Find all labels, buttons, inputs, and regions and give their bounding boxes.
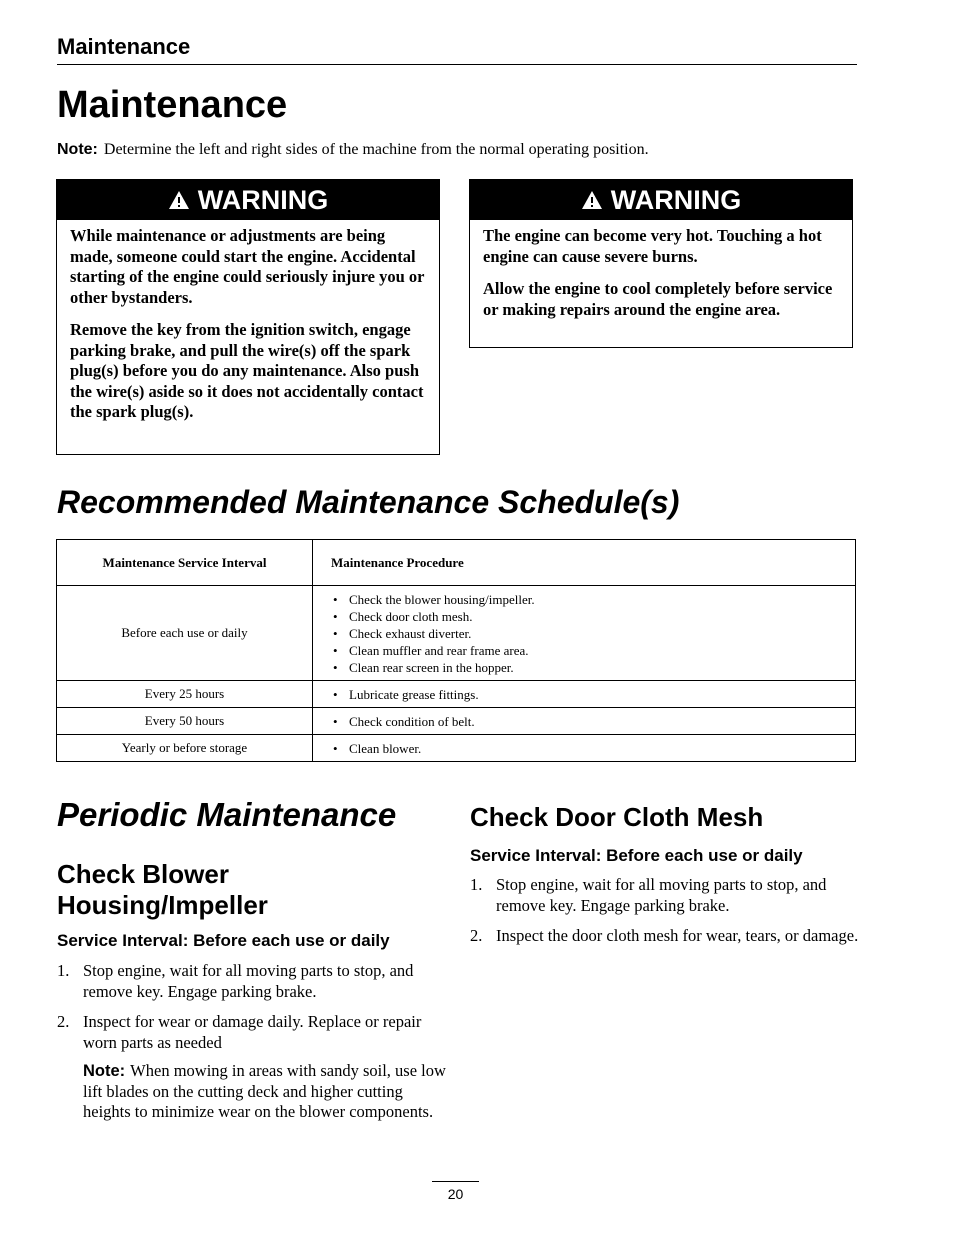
procedure-item: • Check door cloth mesh.: [349, 608, 855, 625]
running-header: Maintenance: [57, 34, 191, 59]
door-service-interval: Service Interval: Before each use or daily: [470, 846, 803, 865]
step-text: Inspect the door cloth mesh for wear, tears, or damage.: [496, 926, 859, 945]
warning-header: [57, 180, 439, 220]
step-item: [470, 875, 862, 916]
step-text: Stop engine, wait for all moving parts to stop, and remove key. Engage parking brake.: [496, 875, 827, 915]
blower-note: [57, 1061, 449, 1123]
step-item: [470, 926, 862, 947]
blower-service-interval: Service Interval: Before each use or daily: [57, 931, 390, 950]
step-item: [57, 1012, 449, 1053]
table-header-row: [57, 540, 856, 586]
warning-paragraph: The engine can become very hot. Touching a hot engine can cause severe burns.: [483, 226, 822, 266]
note-label: Note:: [57, 141, 98, 158]
header-rule: [57, 64, 857, 65]
warning-box-maintenance: [56, 179, 440, 455]
page-title: Maintenance: [57, 84, 288, 126]
intro-note: [57, 141, 857, 159]
blower-steps: [57, 961, 449, 1123]
table-header-interval: Maintenance Service Interval: [57, 540, 313, 586]
interval-cell: Before each use or daily: [57, 586, 313, 681]
warning-header: [470, 180, 852, 220]
warning-heading: WARNING: [610, 184, 742, 215]
maintenance-schedule-table: [56, 539, 856, 762]
procedure-cell: [313, 586, 856, 681]
schedule-heading: Recommended Maintenance Schedule(s): [57, 484, 680, 520]
step-text: Stop engine, wait for all moving parts to stop, and remove key. Engage parking brake.: [83, 961, 414, 1001]
table-row: [57, 586, 856, 681]
page-number: 20: [447, 1186, 464, 1202]
procedure-item: • Clean rear screen in the hopper.: [349, 659, 855, 676]
interval-cell: Every 25 hours: [57, 681, 313, 708]
procedure-item: • Check exhaust diverter.: [349, 625, 855, 642]
procedure-item: • Clean muffler and rear frame area.: [349, 642, 855, 659]
procedure-cell: [313, 681, 856, 708]
warning-box-hot-engine: [469, 179, 853, 348]
procedure-cell: [313, 708, 856, 735]
table-header-procedure: Maintenance Procedure: [313, 540, 856, 586]
door-mesh-section-heading: Check Door Cloth Mesh: [470, 802, 764, 832]
warning-triangle-icon: [168, 190, 190, 210]
procedure-item: • Check condition of belt.: [349, 713, 855, 730]
step-item: [57, 961, 449, 1002]
page-number-rule: [432, 1181, 479, 1182]
warning-paragraph: Allow the engine to cool completely before service or making repairs around the engine area.: [483, 279, 833, 319]
procedure-item: • Clean blower.: [349, 740, 855, 757]
periodic-maintenance-heading: Periodic Maintenance: [57, 796, 397, 833]
note-text: Determine the left and right sides of the machine from the normal operating position.: [103, 141, 649, 158]
warning-paragraph: While maintenance or adjustments are being made, someone could start the engine. Accidental starting of the engine could seriously injure you or other bystanders.: [70, 226, 425, 307]
warning-body: [57, 220, 439, 431]
warning-body: [470, 220, 852, 328]
table-row: [57, 681, 856, 708]
table-row: [57, 735, 856, 762]
procedure-item: • Check the blower housing/impeller.: [349, 591, 855, 608]
note-label: Note:: [83, 1062, 126, 1080]
door-steps: [470, 875, 862, 957]
note-text: When mowing in areas with sandy soil, use low lift blades on the cutting deck and higher cutting heights to minimize wear on the blower components.: [83, 1061, 446, 1121]
interval-cell: Yearly or before storage: [57, 735, 313, 762]
table-row: [57, 708, 856, 735]
blower-section-heading: Check Blower Housing/Impeller: [57, 859, 268, 920]
step-number: 1.: [470, 875, 483, 894]
step-number: 2.: [470, 926, 483, 945]
interval-cell: Every 50 hours: [57, 708, 313, 735]
warning-heading: WARNING: [197, 184, 329, 215]
step-number: 1.: [57, 961, 70, 980]
warning-paragraph: Remove the key from the ignition switch, engage parking brake, and pull the wire(s) off the spark plug(s) before you do any maintenance. Also push the wire(s) aside so it does not accidentally contact the spark plug(s).: [70, 320, 424, 421]
step-text: Inspect for wear or damage daily. Replace or repair worn parts as needed: [83, 1012, 422, 1052]
procedure-cell: [313, 735, 856, 762]
step-number: 2.: [57, 1012, 70, 1031]
procedure-item: • Lubricate grease fittings.: [349, 686, 855, 703]
warning-triangle-icon: [581, 190, 603, 210]
